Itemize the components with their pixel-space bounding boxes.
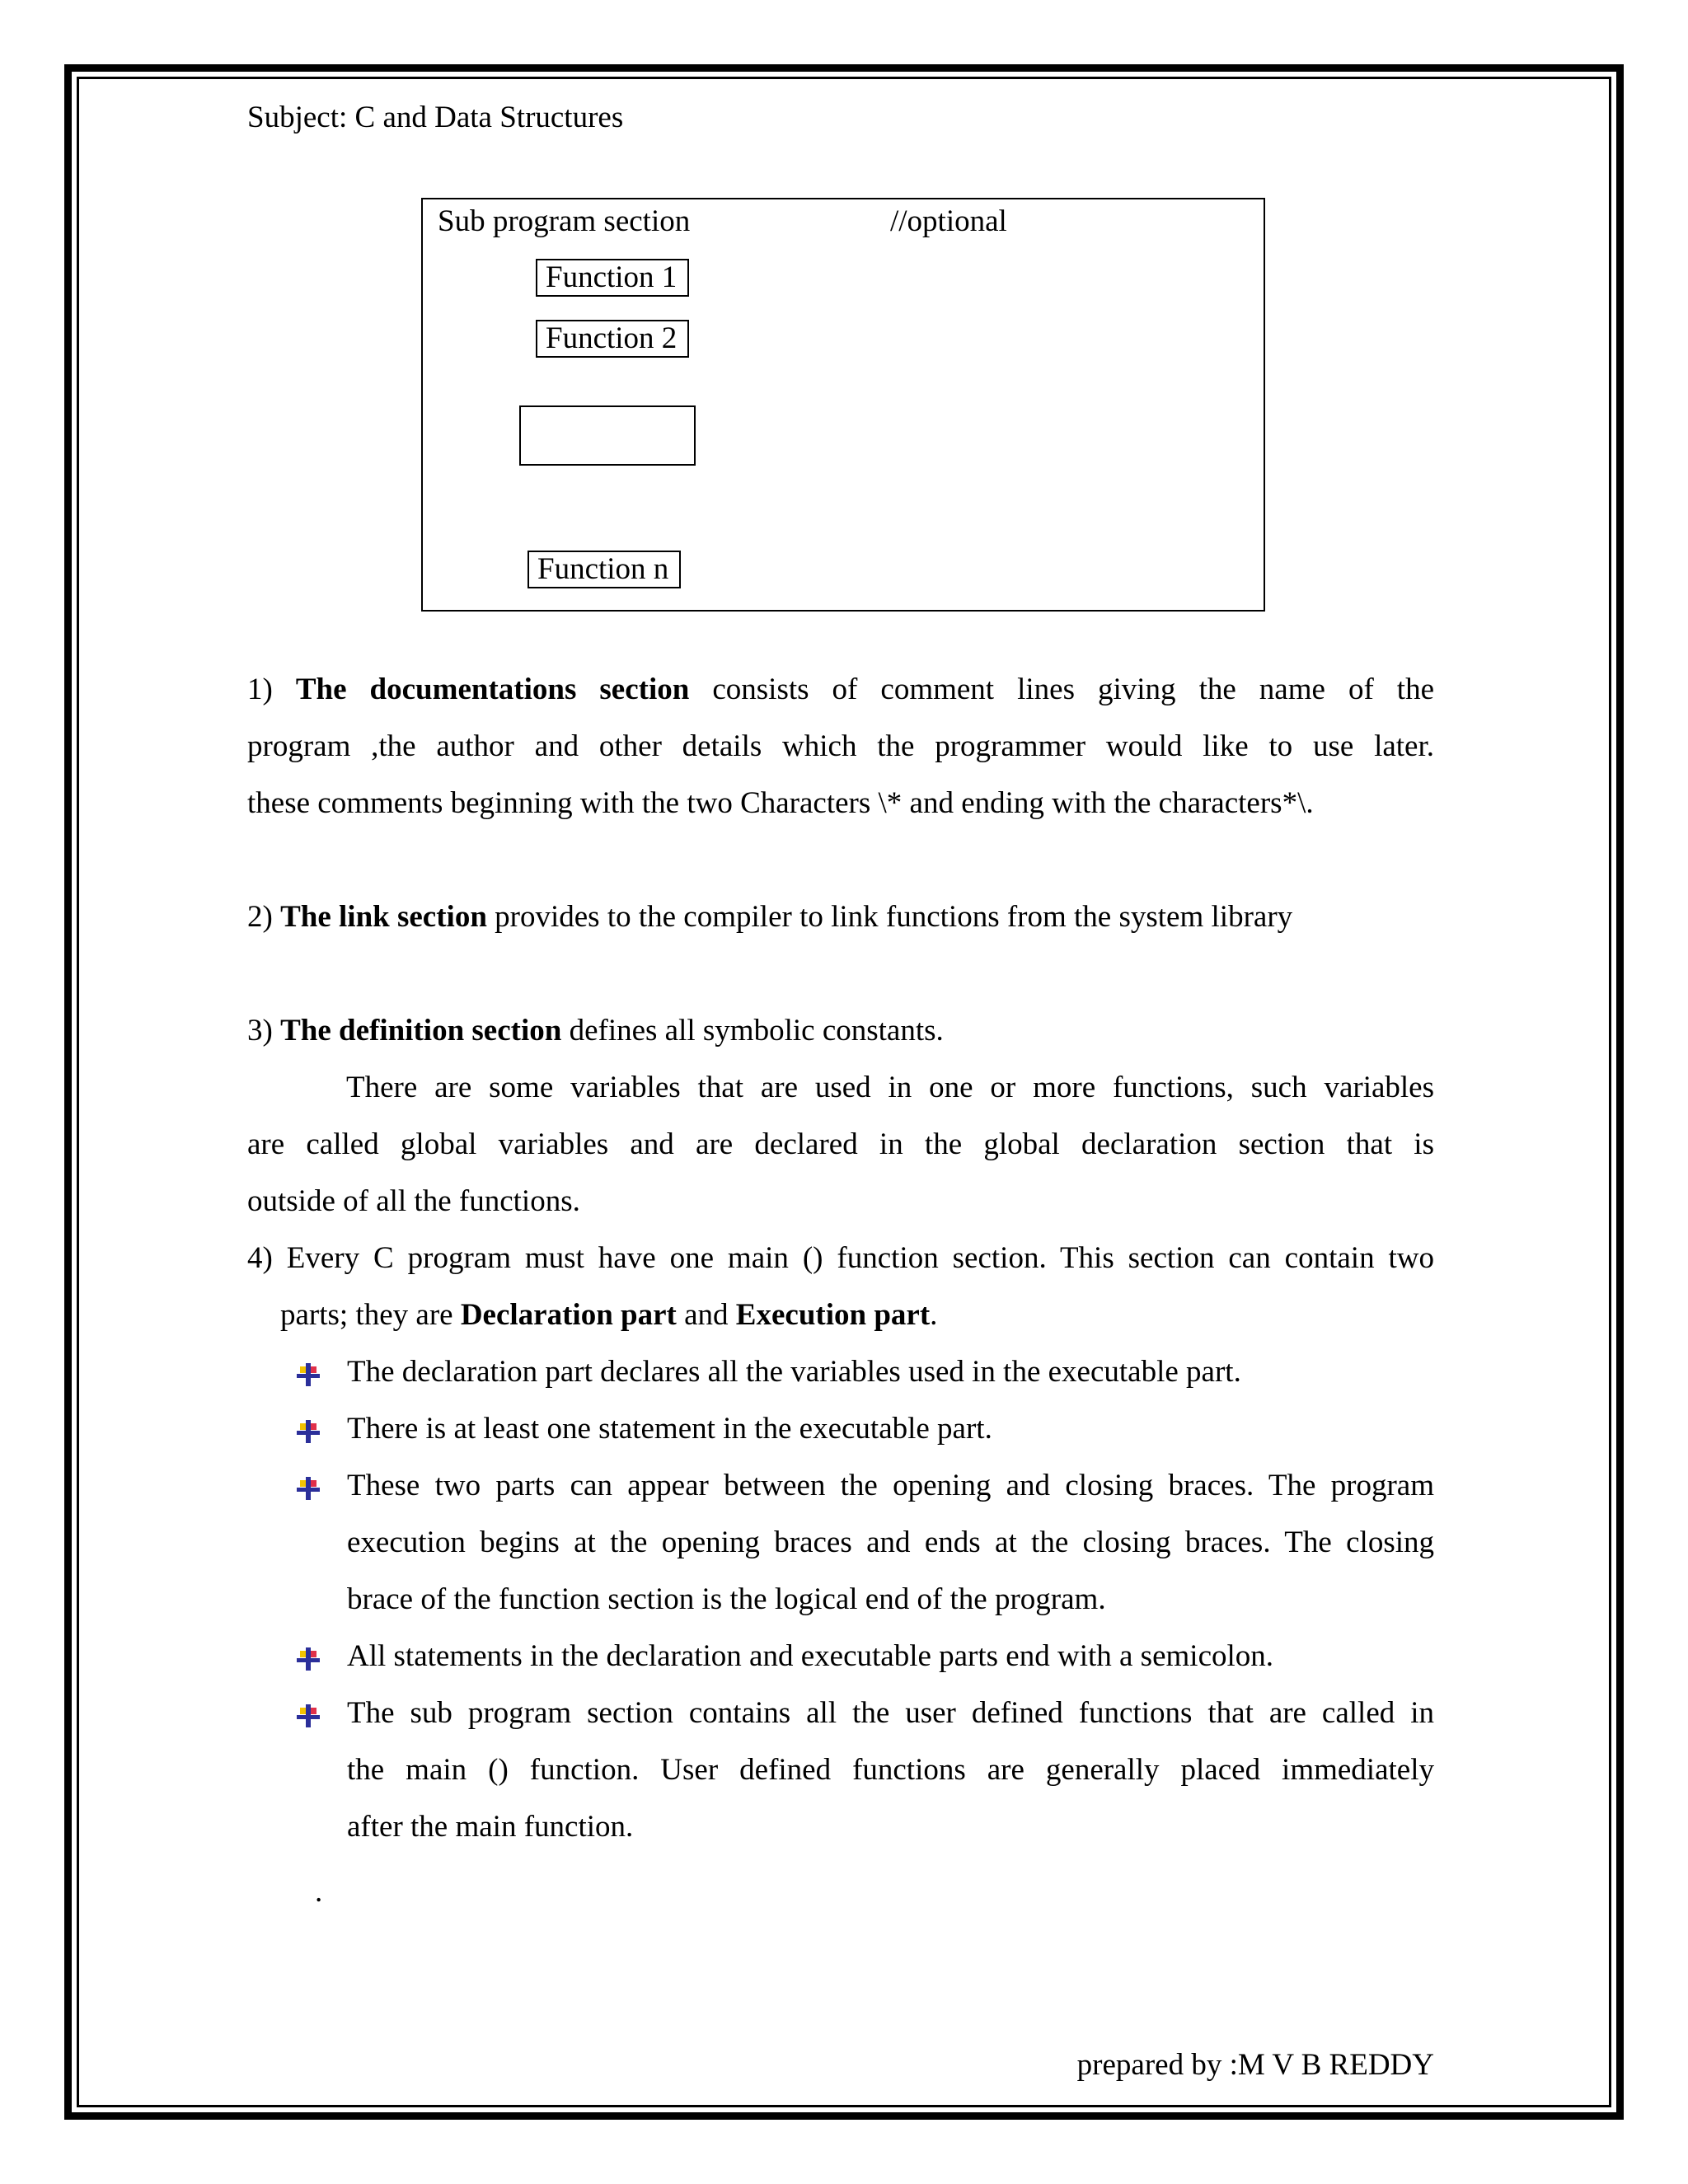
bullet-1-text: The declaration part declares all the variables used in the executable part. [347,1355,1241,1389]
bullet-3-line2: execution begins at the opening braces and ends at the closing braces. The closing [347,1526,1434,1559]
bullet-icon [295,1418,321,1445]
bullet-icon [295,1703,321,1729]
section-1-line1: consists of comment lines giving the name of the [712,673,1435,706]
section-3-title: The definition section [280,1014,562,1047]
subject-header: Subject: C and Data Structures [247,101,624,134]
bullet-3-paragraph [347,1457,1434,1628]
global-line-2: are called global variables and are declared in the global declaration section that is [247,1127,1434,1161]
bullet-icon [295,1361,321,1388]
section-1-line2: program ,the author and other details which the programmer would like to use later. [247,729,1434,763]
section-3-number: 3) [247,1014,273,1047]
documentation-section-paragraph [247,661,1434,832]
empty-function-box [519,405,696,466]
section-2-text: provides to the compiler to link functions from the system library [495,900,1293,934]
section-4-parts-text: parts; they are [280,1298,453,1332]
bullet-icon [295,1646,321,1672]
section-3-text: defines all symbolic constants. [569,1014,944,1047]
footer-prepared-by: prepared by :M V B REDDY [1076,2048,1434,2082]
optional-label: //optional [890,204,1007,238]
section-2-number: 2) [247,900,273,934]
bullet-5-line1: The sub program section contains all the user defined functions that are called in [347,1696,1434,1730]
execution-part-term: Execution part [735,1298,931,1332]
section-4-and: and [684,1298,729,1332]
section-2-title: The link section [280,900,487,934]
sub-program-section-diagram [421,198,1265,612]
bullet-3-line1: These two parts can appear between the opening and closing braces. The program [347,1469,1434,1502]
global-line-3: outside of all the functions. [247,1184,580,1218]
global-declaration-paragraph [247,1059,1434,1230]
bullet-5-paragraph [347,1685,1434,1855]
link-section-paragraph [247,888,1292,945]
bullet-3-line3: brace of the function section is the logical end of the program. [347,1582,1106,1616]
bullet-5-line3: after the main function. [347,1810,634,1844]
definition-section-line [247,1002,944,1059]
section-4-line1: 4) Every C program must have one main () function section. This section can contain two [247,1241,1434,1275]
bullet-icon [295,1475,321,1502]
section-1-number: 1) [247,673,273,706]
section-4-line2 [280,1286,937,1343]
section-label: Sub program section [438,204,691,238]
global-line-1: There are some variables that are used in one or more functions, such variables [346,1071,1434,1104]
section-4-period: . [930,1298,938,1332]
function-1-box: Function 1 [536,259,689,297]
section-1-title: The documentations section [295,673,690,706]
section-1-line3: these comments beginning with the two Characters \* and ending with the characters*\. [247,786,1314,820]
function-n-box: Function n [528,551,681,588]
bullet-2-text: There is at least one statement in the executable part. [347,1412,992,1446]
main-function-paragraph [247,1230,1434,1286]
trailing-dot: . [315,1875,323,1909]
function-2-box: Function 2 [536,320,689,358]
bullet-5-line2: the main () function. User defined functions are generally placed immediately [347,1753,1434,1787]
bullet-4-text: All statements in the declaration and executable parts end with a semicolon. [347,1639,1274,1673]
declaration-part-term: Declaration part [460,1298,677,1332]
